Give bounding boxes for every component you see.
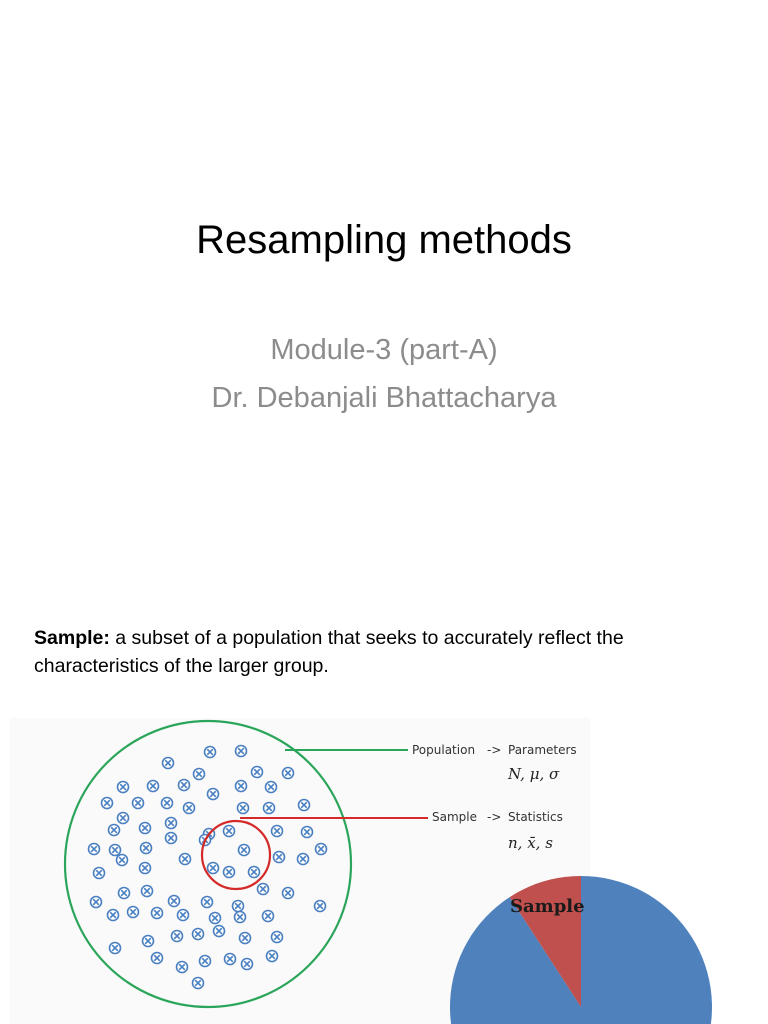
cross-marker-icon bbox=[117, 855, 128, 866]
cross-marker-icon bbox=[239, 845, 250, 856]
cross-marker-icon bbox=[315, 901, 326, 912]
cross-marker-icon bbox=[240, 933, 251, 944]
cross-marker-icon bbox=[128, 907, 139, 918]
cross-marker-icon bbox=[236, 781, 247, 792]
cross-marker-icon bbox=[214, 926, 225, 937]
cross-marker-icon bbox=[94, 868, 105, 879]
cross-marker-icon bbox=[108, 910, 119, 921]
cross-marker-icon bbox=[148, 781, 159, 792]
cross-marker-icon bbox=[152, 953, 163, 964]
cross-marker-icon bbox=[166, 833, 177, 844]
cross-marker-icon bbox=[119, 888, 130, 899]
cross-marker-icon bbox=[210, 913, 221, 924]
cross-marker-icon bbox=[109, 825, 120, 836]
cross-marker-icon bbox=[258, 884, 269, 895]
cross-marker-icon bbox=[193, 978, 204, 989]
cross-marker-icon bbox=[263, 911, 274, 922]
definition-term: Sample: bbox=[34, 627, 110, 649]
cross-marker-icon bbox=[299, 800, 310, 811]
population-arrow: -> bbox=[487, 743, 502, 757]
cross-marker-icon bbox=[102, 798, 113, 809]
cross-marker-icon bbox=[162, 798, 173, 809]
sample-target: Statistics bbox=[508, 810, 563, 824]
cross-marker-icon bbox=[205, 747, 216, 758]
slide-title: Resampling methods bbox=[196, 218, 572, 262]
sample-circle bbox=[202, 821, 270, 889]
cross-marker-icon bbox=[264, 803, 275, 814]
cross-marker-icon bbox=[252, 767, 263, 778]
cross-marker-icon bbox=[235, 912, 246, 923]
sample-label: Sample bbox=[432, 810, 477, 824]
cross-marker-icon bbox=[302, 827, 313, 838]
population-markers bbox=[89, 746, 327, 989]
cross-marker-icon bbox=[283, 888, 294, 899]
cross-marker-icon bbox=[225, 954, 236, 965]
cross-marker-icon bbox=[242, 959, 253, 970]
cross-marker-icon bbox=[272, 826, 283, 837]
cross-marker-icon bbox=[184, 803, 195, 814]
cross-marker-icon bbox=[141, 843, 152, 854]
cross-marker-icon bbox=[298, 854, 309, 865]
subtitle-author: Dr. Debanjali Bhattacharya bbox=[211, 382, 557, 414]
cross-marker-icon bbox=[140, 863, 151, 874]
cross-marker-icon bbox=[110, 943, 121, 954]
cross-marker-icon bbox=[178, 910, 189, 921]
cross-marker-icon bbox=[194, 769, 205, 780]
cross-marker-icon bbox=[224, 867, 235, 878]
cross-marker-icon bbox=[249, 867, 260, 878]
sample-symbols: n, x̄, s bbox=[508, 834, 553, 852]
cross-marker-icon bbox=[267, 951, 278, 962]
cross-marker-icon bbox=[143, 936, 154, 947]
cross-marker-icon bbox=[233, 901, 244, 912]
population-label: Population bbox=[412, 743, 476, 757]
cross-marker-icon bbox=[272, 932, 283, 943]
cross-marker-icon bbox=[140, 823, 151, 834]
cross-marker-icon bbox=[169, 896, 180, 907]
cross-marker-icon bbox=[238, 803, 249, 814]
population-symbols: N, μ, σ bbox=[508, 765, 560, 783]
cross-marker-icon bbox=[142, 886, 153, 897]
cross-marker-icon bbox=[163, 758, 174, 769]
pie-sample-label: Sample bbox=[510, 896, 585, 917]
cross-marker-icon bbox=[133, 798, 144, 809]
cross-marker-icon bbox=[224, 826, 235, 837]
subtitle-module: Module-3 (part-A) bbox=[270, 334, 498, 366]
cross-marker-icon bbox=[166, 818, 177, 829]
cross-marker-icon bbox=[283, 768, 294, 779]
cross-marker-icon bbox=[208, 789, 219, 800]
definition-text: a subset of a population that seeks to accurately reflect the characteristics of the larger group. bbox=[34, 627, 624, 677]
cross-marker-icon bbox=[91, 897, 102, 908]
cross-marker-icon bbox=[200, 956, 211, 967]
cross-marker-icon bbox=[118, 813, 129, 824]
cross-marker-icon bbox=[193, 929, 204, 940]
cross-marker-icon bbox=[266, 782, 277, 793]
cross-marker-icon bbox=[110, 845, 121, 856]
cross-marker-icon bbox=[316, 844, 327, 855]
cross-marker-icon bbox=[89, 844, 100, 855]
cross-marker-icon bbox=[208, 863, 219, 874]
population-target: Parameters bbox=[508, 743, 577, 757]
cross-marker-icon bbox=[118, 782, 129, 793]
cross-marker-icon bbox=[177, 962, 188, 973]
sample-arrow: -> bbox=[487, 810, 502, 824]
cross-marker-icon bbox=[274, 852, 285, 863]
cross-marker-icon bbox=[202, 897, 213, 908]
cross-marker-icon bbox=[152, 908, 163, 919]
cross-marker-icon bbox=[236, 746, 247, 757]
cross-marker-icon bbox=[172, 931, 183, 942]
cross-marker-icon bbox=[180, 854, 191, 865]
cross-marker-icon bbox=[179, 780, 190, 791]
